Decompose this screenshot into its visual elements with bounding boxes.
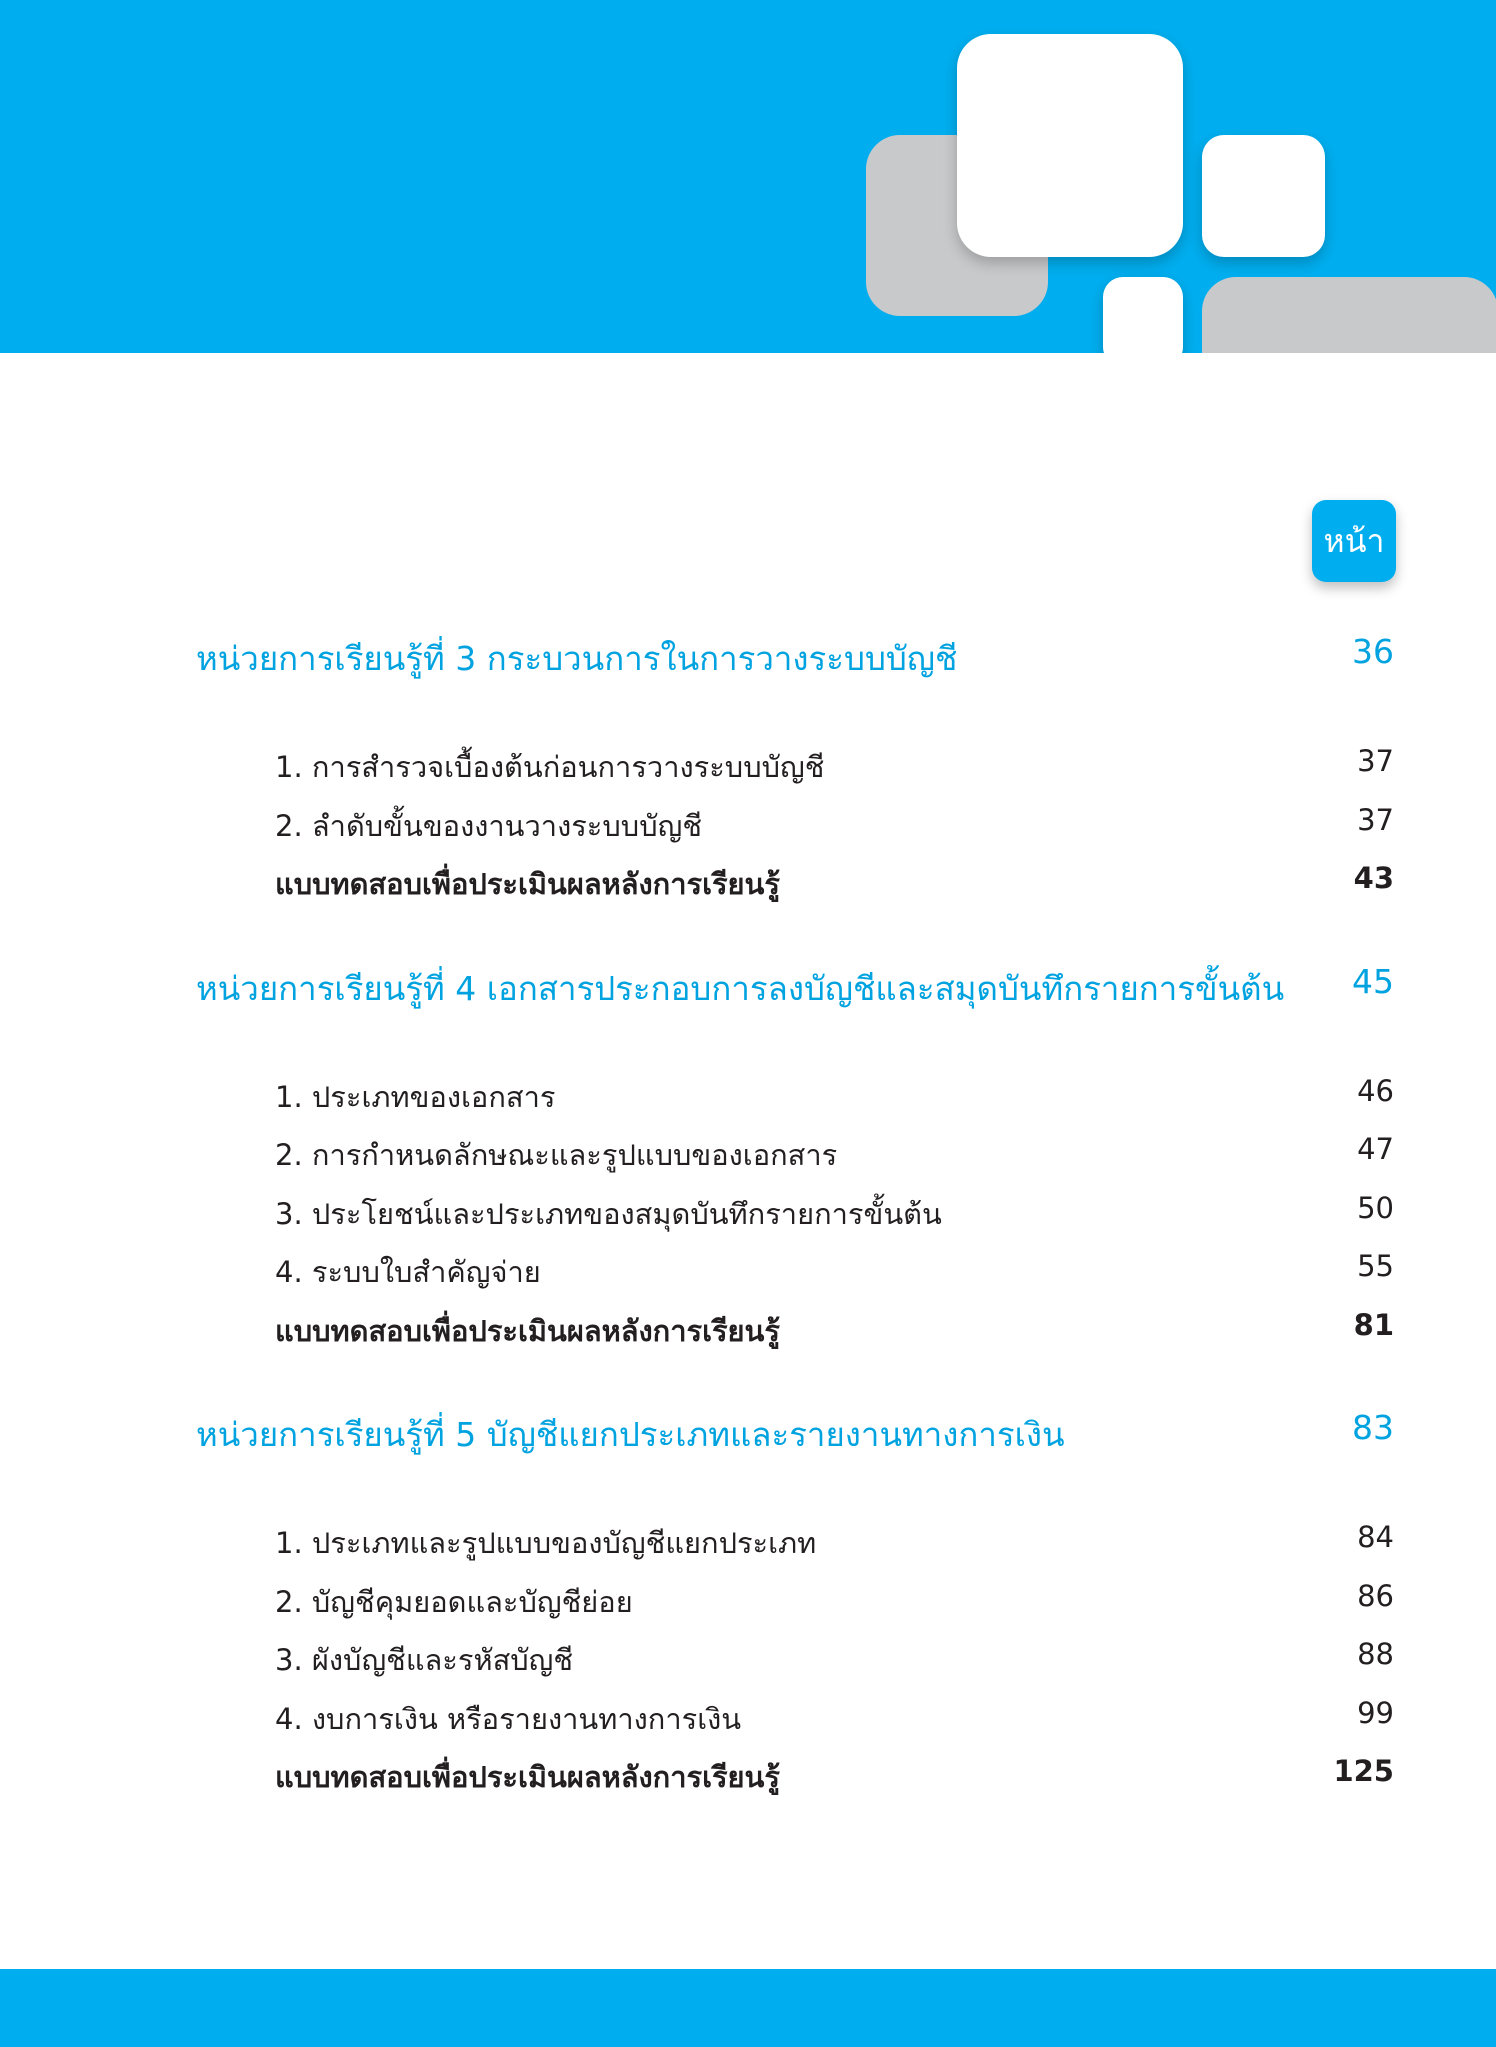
toc-item[interactable] xyxy=(0,1185,1496,1244)
item-title: 1. ประเภทและรูปแบบของบัญชีแยกประเภท xyxy=(275,1526,817,1560)
item-title: 2. การกำหนดลักษณะและรูปแบบของเอกสาร xyxy=(275,1138,838,1172)
toc-item[interactable] xyxy=(0,797,1496,856)
toc-item-quiz[interactable] xyxy=(0,1302,1496,1361)
item-page-number: 43 xyxy=(1353,861,1394,895)
item-page-number: 99 xyxy=(1357,1695,1394,1730)
unit-title: หน่วยการเรียนรู้ที่ 3 กระบวนการในการวางระบบบัญชี xyxy=(196,639,958,678)
section-spacer xyxy=(0,914,1496,950)
unit-page-number: 36 xyxy=(1352,632,1394,671)
item-page-number: 37 xyxy=(1357,802,1394,837)
toc-item[interactable] xyxy=(0,1068,1496,1127)
item-page-number: 86 xyxy=(1357,1578,1394,1613)
toc-item[interactable] xyxy=(0,738,1496,797)
item-page-number: 47 xyxy=(1357,1132,1394,1166)
unit-title: หน่วยการเรียนรู้ที่ 4 เอกสารประกอบการลงบัญชีและสมุดบันทึกรายการขั้นต้น xyxy=(196,968,1285,1008)
unit-page-number: 45 xyxy=(1352,961,1394,1001)
footer-band xyxy=(0,1969,1496,2047)
item-title: 1. การสำรวจเบื้องต้นก่อนการวางระบบบัญชี xyxy=(275,750,825,784)
toc-item[interactable] xyxy=(0,1690,1496,1749)
table-of-contents xyxy=(0,620,1496,1807)
item-title: 3. ผังบัญชีและรหัสบัญชี xyxy=(275,1643,574,1677)
toc-item[interactable] xyxy=(0,1514,1496,1573)
decor-square-white-small xyxy=(1103,277,1183,353)
decor-square-gray-right xyxy=(1202,277,1496,353)
item-title: 3. ประโยชน์และประเภทของสมุดบันทึกรายการขั้นต้น xyxy=(275,1196,942,1231)
item-page-number: 81 xyxy=(1353,1307,1394,1342)
toc-unit-4[interactable] xyxy=(0,950,1496,1068)
item-title: 2. ลำดับขั้นของงานวางระบบบัญชี xyxy=(275,808,702,843)
item-page-number: 50 xyxy=(1357,1190,1394,1225)
section-spacer xyxy=(0,1360,1496,1396)
header-banner xyxy=(0,0,1496,353)
toc-item[interactable] xyxy=(0,1243,1496,1302)
item-title: 1. ประเภทของเอกสาร xyxy=(275,1079,556,1114)
item-page-number: 88 xyxy=(1357,1637,1394,1671)
item-title: แบบทดสอบเพื่อประเมินผลหลังการเรียนรู้ xyxy=(275,1760,780,1794)
item-page-number: 46 xyxy=(1357,1073,1394,1108)
unit-title: หน่วยการเรียนรู้ที่ 5 บัญชีแยกประเภทและรายงานทางการเงิน xyxy=(196,1415,1065,1454)
toc-unit-3[interactable] xyxy=(0,620,1496,738)
toc-item-quiz[interactable] xyxy=(0,855,1496,914)
toc-item-quiz[interactable] xyxy=(0,1748,1496,1807)
decor-square-white-medium xyxy=(1202,135,1325,257)
page-column-label: หน้า xyxy=(1323,521,1385,560)
toc-item[interactable] xyxy=(0,1573,1496,1632)
item-page-number: 55 xyxy=(1357,1249,1394,1283)
item-title: 2. บัญชีคุมยอดและบัญชีย่อย xyxy=(275,1584,633,1619)
item-title: 4. งบการเงิน หรือรายงานทางการเงิน xyxy=(275,1701,742,1736)
page-column-badge xyxy=(1312,500,1396,582)
item-title: แบบทดสอบเพื่อประเมินผลหลังการเรียนรู้ xyxy=(275,867,780,901)
toc-unit-5[interactable] xyxy=(0,1396,1496,1514)
toc-item[interactable] xyxy=(0,1631,1496,1690)
item-page-number: 37 xyxy=(1357,744,1394,778)
unit-page-number: 83 xyxy=(1352,1408,1394,1447)
item-title: แบบทดสอบเพื่อประเมินผลหลังการเรียนรู้ xyxy=(275,1313,780,1348)
decor-square-white-large xyxy=(957,34,1183,257)
item-page-number: 84 xyxy=(1357,1520,1394,1554)
item-title: 4. ระบบใบสำคัญจ่าย xyxy=(275,1255,541,1289)
item-page-number: 125 xyxy=(1333,1754,1394,1788)
toc-item[interactable] xyxy=(0,1126,1496,1185)
